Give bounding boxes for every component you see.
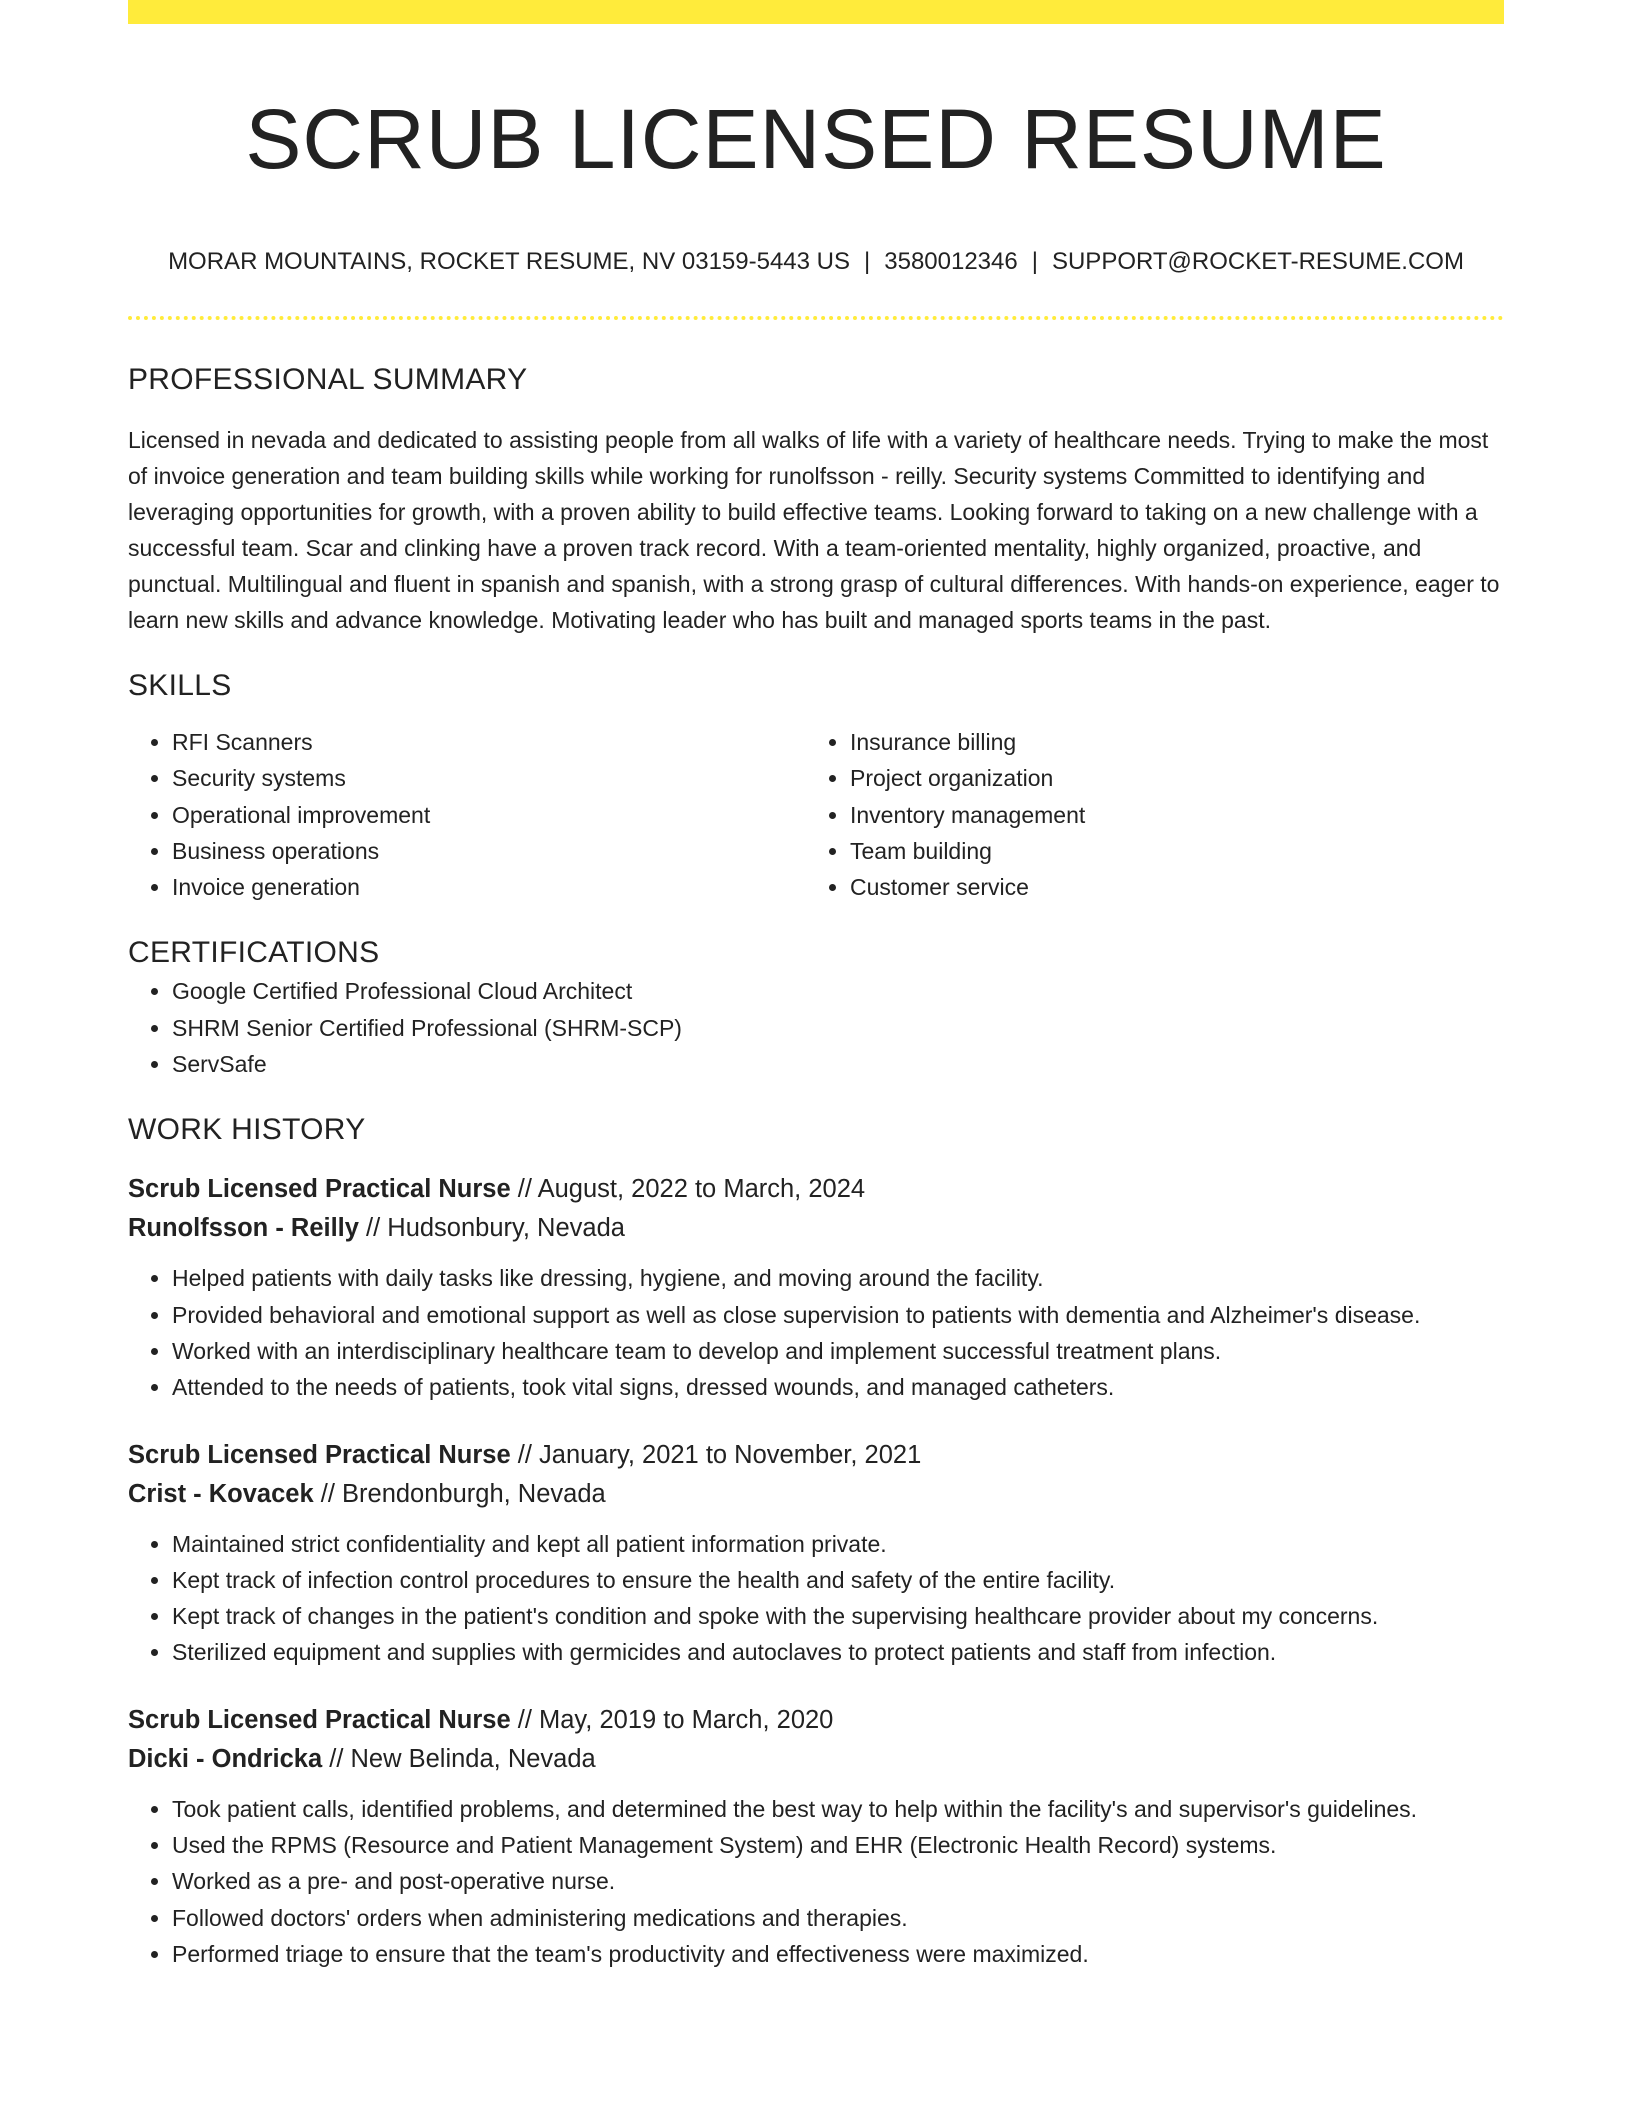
job-location: // New Belinda, Nevada bbox=[322, 1744, 596, 1773]
certification-item: • Google Certified Professional Cloud Architect bbox=[172, 973, 1504, 1009]
job-company-line bbox=[128, 1209, 1504, 1248]
summary-heading: PROFESSIONAL SUMMARY bbox=[128, 363, 528, 396]
job-duties-list bbox=[128, 1526, 1504, 1671]
job-duty: • Kept track of infection control procedures to ensure the health and safety of the entire facility. bbox=[172, 1562, 1504, 1598]
skill-item: • Business operations bbox=[172, 833, 806, 869]
contact-line bbox=[128, 246, 1504, 278]
certification-item: • ServSafe bbox=[172, 1046, 1504, 1082]
job-duties-list bbox=[128, 1260, 1504, 1405]
certifications-heading: CERTIFICATIONS bbox=[128, 936, 380, 970]
job-duty: • Took patient calls, identified problems, and determined the best way to help within the facility's and supervisor's guidelines. bbox=[172, 1791, 1504, 1827]
contact-separator: | bbox=[1031, 248, 1038, 275]
top-accent-bar bbox=[128, 0, 1504, 24]
resume-name: SCRUB LICENSED RESUME bbox=[245, 92, 1387, 186]
skill-item: • Invoice generation bbox=[172, 869, 806, 905]
certification-item: • SHRM Senior Certified Professional (SHRM-SCP) bbox=[172, 1010, 1504, 1046]
job-duty: • Worked as a pre- and post-operative nurse. bbox=[172, 1863, 1504, 1899]
job-location: // Brendonburgh, Nevada bbox=[313, 1479, 606, 1508]
skill-item: • RFI Scanners bbox=[172, 724, 806, 760]
summary-text: Licensed in nevada and dedicated to assisting people from all walks of life with a variety of healthcare needs. Trying to make the most of invoice generation and team building skills while working for runolfsson - reilly. Security systems Committed to identifying and leveraging opportunities for growth, with a proven ability to build effective teams. Looking forward to taking on a new challenge with a successful team. Scar and clinking have a proven track record. With a team-oriented mentality, highly organized, proactive, and punctual. Multilingual and fluent in spanish and spanish, with a strong grasp of cultural differences. With hands-on experience, eager to learn new skills and advance knowledge. Motivating leader who has built and managed sports teams in the past. bbox=[128, 427, 1500, 633]
dotted-divider bbox=[128, 316, 1504, 320]
work-history-heading: WORK HISTORY bbox=[128, 1113, 366, 1147]
job-duty: • Provided behavioral and emotional support as well as close supervision to patients with dementia and Alzheimer's disease. bbox=[172, 1297, 1504, 1333]
job-duty: • Worked with an interdisciplinary healthcare team to develop and implement successful treatment plans. bbox=[172, 1333, 1504, 1369]
certifications-list bbox=[128, 973, 1504, 1082]
job-role: Scrub Licensed Practical Nurse bbox=[128, 1175, 511, 1204]
job-dates: // January, 2021 to November, 2021 bbox=[510, 1440, 922, 1469]
skill-item: • Security systems bbox=[172, 760, 806, 796]
job-title-line bbox=[128, 1436, 1504, 1475]
job-entry bbox=[128, 1701, 1504, 1972]
job-duty: • Sterilized equipment and supplies with germicides and autoclaves to protect patients and staff from infection. bbox=[172, 1634, 1504, 1670]
job-title-line bbox=[128, 1170, 1504, 1209]
job-entry bbox=[128, 1436, 1504, 1671]
contact-phone: 3580012346 bbox=[884, 248, 1018, 275]
job-location: // Hudsonbury, Nevada bbox=[358, 1214, 625, 1243]
job-duty: • Helped patients with daily tasks like dressing, hygiene, and moving around the facility. bbox=[172, 1260, 1504, 1296]
skill-item: • Project organization bbox=[850, 760, 1484, 796]
job-role: Scrub Licensed Practical Nurse bbox=[128, 1705, 511, 1734]
job-company: Crist - Kovacek bbox=[128, 1479, 314, 1508]
job-role: Scrub Licensed Practical Nurse bbox=[128, 1440, 511, 1469]
job-duty: • Performed triage to ensure that the team's productivity and effectiveness were maximized. bbox=[172, 1936, 1504, 1972]
contact-separator: | bbox=[864, 248, 871, 275]
skill-item: • Insurance billing bbox=[850, 724, 1484, 760]
skills-column-right bbox=[806, 724, 1484, 905]
job-duties-list bbox=[128, 1791, 1504, 1972]
resume-page bbox=[128, 0, 1504, 1972]
job-duty: • Followed doctors' orders when administering medications and therapies. bbox=[172, 1900, 1504, 1936]
job-company-line bbox=[128, 1740, 1504, 1779]
job-company-line bbox=[128, 1475, 1504, 1514]
contact-email: SUPPORT@ROCKET-RESUME.COM bbox=[1051, 248, 1464, 275]
job-duty: • Kept track of changes in the patient's condition and spoke with the supervising healthcare provider about my concerns. bbox=[172, 1598, 1504, 1634]
skills-heading: SKILLS bbox=[128, 669, 232, 702]
job-dates: // May, 2019 to March, 2020 bbox=[510, 1705, 834, 1734]
job-duty: • Attended to the needs of patients, took vital signs, dressed wounds, and managed catheters. bbox=[172, 1369, 1504, 1405]
skill-item: • Operational improvement bbox=[172, 797, 806, 833]
skill-item: • Team building bbox=[850, 833, 1484, 869]
job-entry bbox=[128, 1170, 1504, 1405]
job-title-line bbox=[128, 1701, 1504, 1740]
job-dates: // August, 2022 to March, 2024 bbox=[510, 1175, 866, 1204]
job-company: Dicki - Ondricka bbox=[128, 1744, 323, 1773]
job-company: Runolfsson - Reilly bbox=[128, 1214, 359, 1243]
skills-column-left bbox=[128, 724, 806, 905]
skill-item: • Inventory management bbox=[850, 797, 1484, 833]
skill-item: • Customer service bbox=[850, 869, 1484, 905]
job-duty: • Maintained strict confidentiality and kept all patient information private. bbox=[172, 1526, 1504, 1562]
job-duty: • Used the RPMS (Resource and Patient Management System) and EHR (Electronic Health Record) systems. bbox=[172, 1827, 1504, 1863]
skills-list bbox=[128, 724, 1504, 905]
contact-address: MORAR MOUNTAINS, ROCKET RESUME, NV 03159-5443 US bbox=[168, 248, 851, 275]
